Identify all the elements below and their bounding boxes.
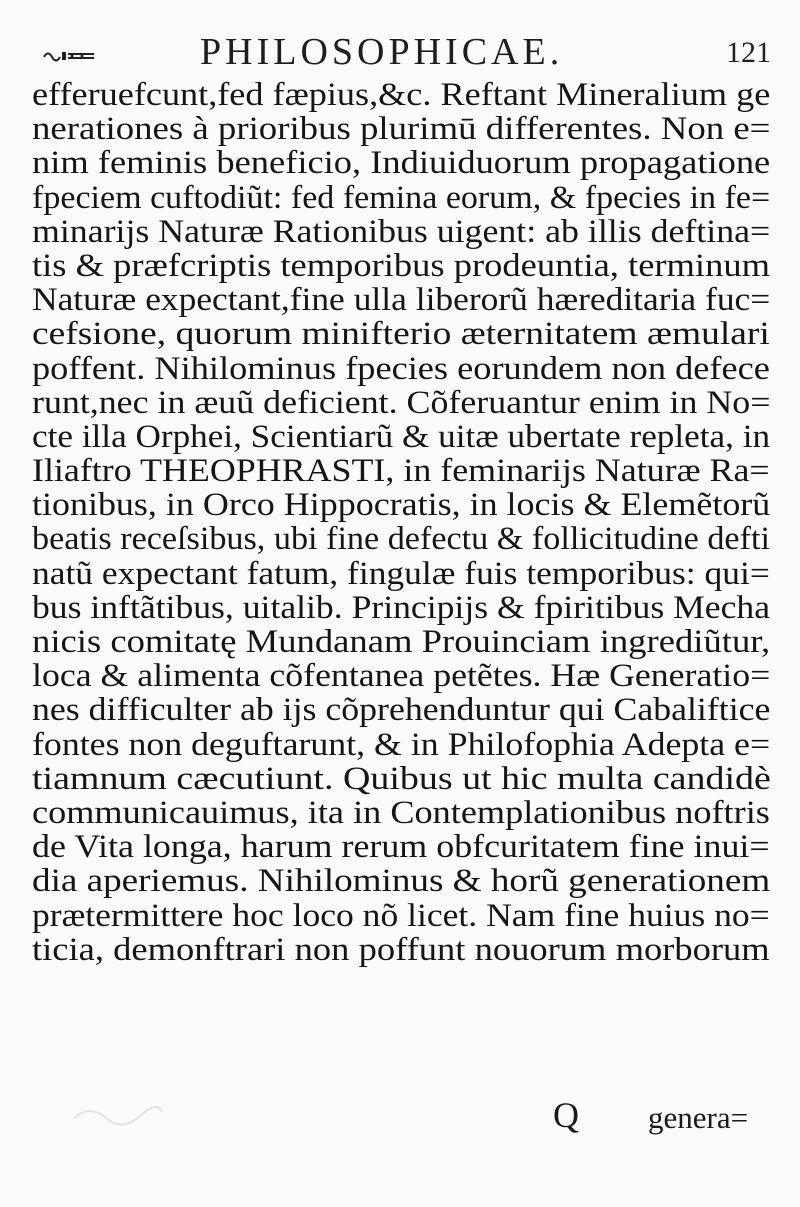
text-line: bus inftãtibus, uitalib. Principijs & fpiritibus Mecha [32,589,771,626]
text-line: Naturæ expectant,fine ulla liberorũ hæreditaria fuc= [32,282,771,319]
catchword: genera= [648,1100,749,1135]
running-title: PHILOSOPHICAE. [200,31,564,73]
text-line: de Vita longa, harum rerum obfcuritatem fine inui= [32,829,770,866]
text-line: natũ expectant fatum, fingulæ fuis temporibus: qui= [32,555,770,592]
page-number: 121 [726,36,771,69]
text-line: cefsione, quorum minifterio æternitatem æmulari [32,316,770,353]
text-line: nes difficulter ab ijs cõprehenduntur qui Cabaliftice [32,692,771,729]
text-line: dia aperiemus. Nihilominus & horũ generationem [32,863,771,900]
text-line: fontes non deguftarunt, & in Philofophia Adepta e= [32,726,771,763]
signature-mark: Q [553,1095,579,1135]
text-line: cte illa Orphei, Scientiarũ & uitæ ubertate repleta, in [32,418,771,455]
show-through-mark [70,1100,166,1126]
text-line: nicis comitatę Mundanam Prouinciam ingrediũtur, [32,624,771,660]
ornament-icon [42,48,96,62]
text-line: poffent. Nihilominus fpecies eorundem non defece [32,350,770,387]
text-line: minarijs Naturæ Rationibus uigent: ab illis deftina= [32,213,771,250]
text-line: nim feminis beneficio, Indiuiduorum propagatione [32,145,771,182]
text-line: tiamnum cæcutiunt. Quibus ut hic multa candidè [32,760,771,797]
text-line: beatis receſsibus, ubi fine defectu & follicitudine defti [32,521,770,558]
page-header [0,26,800,76]
text-line: tionibus, in Orco Hippocratis, in locis & Elemẽtorũ [32,487,771,524]
text-line: prætermittere hoc loco nõ licet. Nam fine huius no= [32,897,770,934]
text-line: fpeciem cuftodiũt: fed femina eorum, & fpecies in fe= [32,179,771,216]
body-text [32,78,772,967]
text-line: nerationes à prioribus plurimū differentes. Non e= [32,111,771,148]
text-line: communicauimus, ita in Contemplationibus noftris [32,794,770,831]
text-line: tis & præfcriptis temporibus prodeuntia, terminum [32,247,770,284]
text-line: Iliaftro THEOPHRASTI, in feminarijs Naturæ Ra= [32,453,770,490]
text-line: runt,nec in æuũ deficient. Cõferuantur enim in No= [32,384,771,421]
text-line: ticia, demonftrari non poffunt nouorum morborum [32,931,770,968]
text-line: loca & alimenta cõfentanea petẽtes. Hæ Generatio= [32,658,771,695]
text-line: efferuefcunt,fed fæpius,&c. Reftant Mineralium ge [32,77,771,113]
